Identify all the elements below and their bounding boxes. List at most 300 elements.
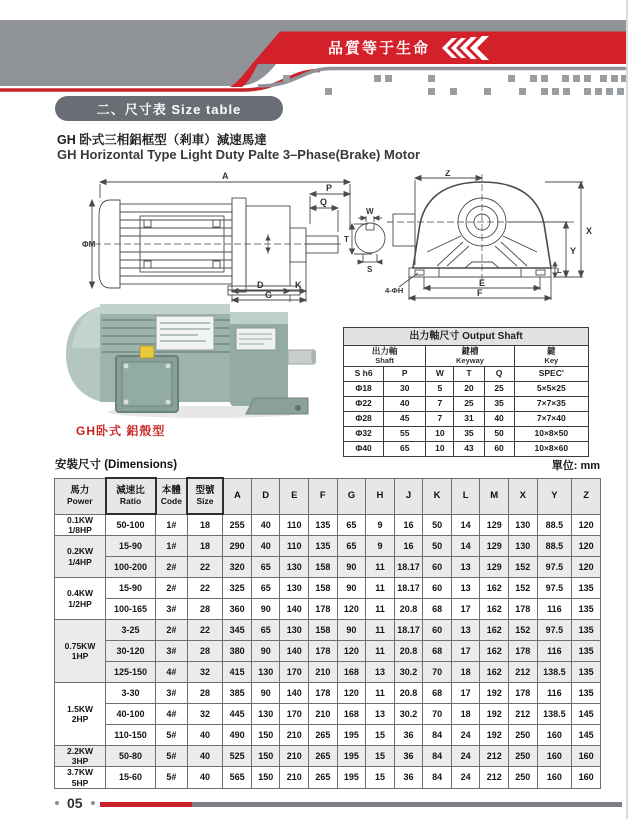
dim-cell: 195 <box>337 767 366 788</box>
shaft-cell: 5×5×25 <box>514 382 588 397</box>
key-group: 鍵 Key <box>514 346 588 367</box>
dim-cell: 250 <box>508 725 537 746</box>
dim-cell: 22 <box>187 578 223 599</box>
dim-label-l: L <box>557 266 562 275</box>
dim-cell: 162 <box>480 662 509 683</box>
banner-gray-line <box>258 69 628 87</box>
header-dim-d: D <box>251 478 280 514</box>
dim-cell: 50-80 <box>106 746 156 767</box>
shaft-cell: 40 <box>484 412 514 427</box>
shaft-cell: 7×7×40 <box>514 412 588 427</box>
dim-cell: 178 <box>508 641 537 662</box>
dim-cell: 40 <box>187 746 223 767</box>
dim-cell: 28 <box>187 683 223 704</box>
power-hp: 2HP <box>71 714 89 724</box>
dim-cell: 88.5 <box>537 514 572 536</box>
dim-cell: 14 <box>451 536 480 557</box>
dim-cell: 178 <box>309 683 338 704</box>
dim-cell: 13 <box>366 662 395 683</box>
dim-cell: 22 <box>187 620 223 641</box>
shaft-cell: 20 <box>454 382 484 397</box>
dim-cell: 152 <box>508 578 537 599</box>
col-s-h6: S h6 <box>344 367 384 382</box>
output-shaft-table <box>343 327 589 457</box>
dim-cell: 28 <box>187 641 223 662</box>
dim-cell: 18.17 <box>394 620 423 641</box>
table-row <box>55 704 601 725</box>
dim-cell: 13 <box>451 620 480 641</box>
header-dim-l: L <box>451 478 480 514</box>
header-dim-a: A <box>223 478 252 514</box>
dimensions-table <box>54 477 601 789</box>
power-hp: 1/2HP <box>68 598 92 609</box>
power-kw: 2.2KW <box>67 746 93 756</box>
shaft-cell: Φ22 <box>344 397 384 412</box>
dim-cell: 490 <box>223 725 252 746</box>
dim-cell: 145 <box>572 704 601 725</box>
dim-cell: 30.2 <box>394 662 423 683</box>
photo-caption: GH卧式 鋁殼型 <box>76 424 166 438</box>
header-dim-z: Z <box>572 478 601 514</box>
shaft-cell: Φ32 <box>344 427 384 442</box>
banner-red-ribbon <box>252 32 628 65</box>
shaft-cell: 65 <box>384 442 426 457</box>
dim-label-z: Z <box>445 170 451 178</box>
dim-cell: 120 <box>337 641 366 662</box>
dim-cell: 120 <box>572 536 601 557</box>
dim-cell: 3-30 <box>106 683 156 704</box>
power-hp: 3HP <box>71 756 89 767</box>
dim-cell: 325 <box>223 578 252 599</box>
dim-label-phiM: ΦM <box>82 240 96 249</box>
col-p: P <box>384 367 426 382</box>
dim-cell: 212 <box>508 662 537 683</box>
dim-cell: 18 <box>451 662 480 683</box>
dim-label-a: A <box>222 171 229 181</box>
shaft-cell: 25 <box>484 382 514 397</box>
dim-cell: 88.5 <box>537 536 572 557</box>
power-kw: 1.5KW <box>67 703 93 714</box>
shaft-cell: 60 <box>484 442 514 457</box>
dim-cell: 3# <box>156 683 188 704</box>
dim-cell: 84 <box>423 767 452 788</box>
dim-cell: 130 <box>251 662 280 683</box>
shaft-cell: 30 <box>384 382 426 397</box>
page-number-block <box>55 795 95 811</box>
table-row <box>55 536 601 557</box>
motor-photo <box>58 298 316 420</box>
dim-cell: 2# <box>156 620 188 641</box>
dim-cell: 17 <box>451 683 480 704</box>
dim-cell: 68 <box>423 683 452 704</box>
dim-cell: 90 <box>251 683 280 704</box>
shaft-cell: 50 <box>484 427 514 442</box>
power-cell <box>55 683 106 746</box>
shaft-cell: 40 <box>384 397 426 412</box>
dim-cell: 445 <box>223 704 252 725</box>
dim-cell: 265 <box>309 746 338 767</box>
dim-cell: 3# <box>156 641 188 662</box>
dim-cell: 135 <box>572 599 601 620</box>
dim-cell: 97.5 <box>537 620 572 641</box>
dim-cell: 5# <box>156 767 188 788</box>
dim-cell: 24 <box>451 767 480 788</box>
dim-cell: 385 <box>223 683 252 704</box>
dim-cell: 158 <box>309 620 338 641</box>
power-kw: 0.2KW <box>67 546 93 557</box>
dim-cell: 150 <box>251 767 280 788</box>
dim-cell: 90 <box>337 557 366 578</box>
dim-cell: 90 <box>251 641 280 662</box>
shaft-table-title: 出力軸尺寸 Output Shaft <box>344 328 589 346</box>
dim-cell: 22 <box>187 557 223 578</box>
power-hp: 5HP <box>71 777 89 788</box>
shaft-row <box>344 427 589 442</box>
power-cell <box>55 620 106 683</box>
shaft-row <box>344 442 589 457</box>
table-row <box>55 620 601 641</box>
dim-cell: 170 <box>280 662 309 683</box>
dim-cell: 116 <box>537 641 572 662</box>
dim-cell: 250 <box>508 767 537 788</box>
dim-cell: 9 <box>366 536 395 557</box>
dim-cell: 130 <box>508 514 537 536</box>
dim-cell: 5# <box>156 725 188 746</box>
footer-red-bar <box>100 802 192 807</box>
shaft-cell: 5 <box>426 382 454 397</box>
dim-cell: 15 <box>366 725 395 746</box>
dim-cell: 100-200 <box>106 557 156 578</box>
front-view-drawing <box>385 170 600 304</box>
dim-cell: 60 <box>423 620 452 641</box>
footer-dot-left <box>55 801 59 805</box>
dim-cell: 265 <box>309 725 338 746</box>
dim-cell: 525 <box>223 746 252 767</box>
dim-cell: 210 <box>280 725 309 746</box>
page-number: 05 <box>67 795 83 811</box>
table-row <box>55 767 601 788</box>
dim-cell: 11 <box>366 641 395 662</box>
table-row <box>55 683 601 704</box>
dim-cell: 90 <box>337 578 366 599</box>
dim-cell: 129 <box>480 514 509 536</box>
dim-cell: 212 <box>508 704 537 725</box>
dim-label-g: G <box>265 290 273 300</box>
dim-cell: 15 <box>366 767 395 788</box>
power-kw: 0.4KW <box>67 588 93 599</box>
shaft-cell: 10 <box>426 442 454 457</box>
header-dim-m: M <box>480 478 509 514</box>
dim-cell: 97.5 <box>537 557 572 578</box>
col-q: Q <box>484 367 514 382</box>
shaft-cell: Φ18 <box>344 382 384 397</box>
dim-cell: 15 <box>366 746 395 767</box>
dim-label-k: K <box>295 280 302 290</box>
dim-cell: 24 <box>451 746 480 767</box>
power-cell <box>55 536 106 578</box>
dim-cell: 250 <box>508 746 537 767</box>
shaft-cell: 55 <box>384 427 426 442</box>
dim-cell: 18.17 <box>394 557 423 578</box>
dim-cell: 18 <box>187 514 223 536</box>
table-row <box>55 746 601 767</box>
dim-cell: 65 <box>337 536 366 557</box>
table-row <box>55 514 601 536</box>
dim-cell: 135 <box>572 683 601 704</box>
col-t: T <box>454 367 484 382</box>
dim-cell: 130 <box>280 620 309 641</box>
dim-cell: 84 <box>423 725 452 746</box>
section-title: 二、尺寸表 Size table <box>96 102 242 117</box>
dim-cell: 50 <box>423 536 452 557</box>
dim-label-f: F <box>477 288 483 298</box>
dim-cell: 24 <box>451 725 480 746</box>
dim-cell: 11 <box>366 620 395 641</box>
dim-cell: 3# <box>156 599 188 620</box>
dim-cell: 150 <box>251 746 280 767</box>
page-title-en: GH Horizontal Type Light Duty Palte 3–Phase(Brake) Motor <box>57 147 421 162</box>
dim-cell: 68 <box>423 641 452 662</box>
header-dim-g: G <box>337 478 366 514</box>
dim-cell: 11 <box>366 578 395 599</box>
mosaic-squares <box>283 75 628 95</box>
dim-cell: 135 <box>572 641 601 662</box>
dim-cell: 135 <box>572 620 601 641</box>
dim-cell: 65 <box>251 620 280 641</box>
header-code: 本體 Code <box>156 478 188 514</box>
dim-cell: 32 <box>187 662 223 683</box>
dim-cell: 152 <box>508 620 537 641</box>
header-dim-k: K <box>423 478 452 514</box>
dim-cell: 16 <box>394 536 423 557</box>
dim-cell: 210 <box>280 767 309 788</box>
header-dim-f: F <box>309 478 338 514</box>
shaft-cell: 7 <box>426 412 454 427</box>
dim-cell: 192 <box>480 683 509 704</box>
header-power: 馬力 Power <box>55 478 106 514</box>
footer-gray-bar <box>192 802 622 807</box>
power-hp: 1/4HP <box>68 556 92 567</box>
dim-cell: 160 <box>537 767 572 788</box>
shaft-row <box>344 382 589 397</box>
shaft-cell: 35 <box>484 397 514 412</box>
power-kw: 0.75KW <box>64 640 96 651</box>
header-size: 型號 Size <box>187 478 223 514</box>
dim-cell: 178 <box>508 599 537 620</box>
dim-cell: 18.17 <box>394 578 423 599</box>
dim-cell: 130 <box>251 704 280 725</box>
dim-cell: 13 <box>366 704 395 725</box>
power-cell <box>55 767 106 788</box>
dim-label-p: P <box>326 183 333 193</box>
table-row <box>55 725 601 746</box>
dim-cell: 84 <box>423 746 452 767</box>
dim-cell: 162 <box>480 641 509 662</box>
dim-cell: 140 <box>280 641 309 662</box>
dim-cell: 70 <box>423 704 452 725</box>
dim-cell: 210 <box>309 662 338 683</box>
shaft-row <box>344 397 589 412</box>
dim-cell: 11 <box>366 599 395 620</box>
shaft-cell: 45 <box>384 412 426 427</box>
dim-cell: 20.8 <box>394 599 423 620</box>
shaft-cell: 7 <box>426 397 454 412</box>
dim-cell: 160 <box>572 767 601 788</box>
dim-cell: 13 <box>451 578 480 599</box>
dim-label-d: D <box>257 280 264 290</box>
dim-cell: 129 <box>480 557 509 578</box>
shaft-cell: 35 <box>454 427 484 442</box>
shaft-cell: Φ28 <box>344 412 384 427</box>
dim-cell: 135 <box>309 514 338 536</box>
section-title-pill <box>55 96 283 121</box>
dim-cell: 120 <box>337 683 366 704</box>
dim-cell: 116 <box>537 683 572 704</box>
shaft-cell: 43 <box>454 442 484 457</box>
dim-cell: 40 <box>251 536 280 557</box>
dim-cell: 15-90 <box>106 536 156 557</box>
dim-cell: 11 <box>366 557 395 578</box>
dim-cell: 65 <box>251 557 280 578</box>
power-cell <box>55 514 106 536</box>
dim-cell: 2# <box>156 557 188 578</box>
dim-cell: 70 <box>423 662 452 683</box>
header-dim-x: X <box>508 478 537 514</box>
dim-cell: 40 <box>251 514 280 536</box>
shaft-group: 出力軸 Shaft <box>344 346 426 367</box>
dim-cell: 129 <box>480 536 509 557</box>
power-kw: 0.1KW <box>67 514 93 525</box>
dim-cell: 290 <box>223 536 252 557</box>
banner-slogan: 品質等于生命 <box>328 40 431 57</box>
dim-cell: 170 <box>280 704 309 725</box>
shaft-cell: 25 <box>454 397 484 412</box>
dim-cell: 40 <box>187 725 223 746</box>
dim-label-t: T <box>344 235 349 244</box>
dim-cell: 1# <box>156 536 188 557</box>
table-row <box>55 662 601 683</box>
dim-cell: 168 <box>337 662 366 683</box>
dim-cell: 195 <box>337 725 366 746</box>
dim-cell: 60 <box>423 578 452 599</box>
dim-cell: 168 <box>337 704 366 725</box>
dim-cell: 14 <box>451 514 480 536</box>
dim-label-x: X <box>586 226 593 236</box>
dim-cell: 50-100 <box>106 514 156 536</box>
unit-label: 單位: mm <box>551 460 600 472</box>
dim-cell: 160 <box>537 725 572 746</box>
shaft-cell: 10 <box>426 427 454 442</box>
dim-cell: 415 <box>223 662 252 683</box>
dim-label-s: S <box>367 265 373 274</box>
dim-cell: 9 <box>366 514 395 536</box>
header-dim-h: H <box>366 478 395 514</box>
dim-cell: 90 <box>337 620 366 641</box>
power-cell <box>55 578 106 620</box>
dim-cell: 15-90 <box>106 578 156 599</box>
dim-cell: 17 <box>451 641 480 662</box>
dim-cell: 32 <box>187 704 223 725</box>
table-row <box>55 578 601 599</box>
dim-cell: 36 <box>394 725 423 746</box>
dim-cell: 178 <box>309 599 338 620</box>
dim-cell: 3-25 <box>106 620 156 641</box>
shaft-cell: Φ40 <box>344 442 384 457</box>
dim-label-q: Q <box>320 197 328 207</box>
dim-label-w: W <box>366 207 374 216</box>
dim-cell: 4# <box>156 662 188 683</box>
dim-cell: 160 <box>572 746 601 767</box>
dim-cell: 18 <box>451 704 480 725</box>
dim-cell: 18 <box>187 536 223 557</box>
dimensions-caption: 安裝尺寸 (Dimensions) <box>55 459 178 471</box>
side-view-drawing <box>82 170 394 304</box>
dim-cell: 16 <box>394 514 423 536</box>
header-dim-y: Y <box>537 478 572 514</box>
dim-cell: 360 <box>223 599 252 620</box>
dim-cell: 178 <box>508 683 537 704</box>
dim-cell: 36 <box>394 746 423 767</box>
dim-cell: 2# <box>156 578 188 599</box>
header-dim-j: J <box>394 478 423 514</box>
dim-cell: 1# <box>156 514 188 536</box>
col-w: W <box>426 367 454 382</box>
dim-cell: 4# <box>156 704 188 725</box>
dim-cell: 255 <box>223 514 252 536</box>
dim-cell: 178 <box>309 641 338 662</box>
power-hp: 1/8HP <box>68 524 92 535</box>
dim-cell: 120 <box>572 514 601 536</box>
dim-cell: 210 <box>309 704 338 725</box>
dim-cell: 140 <box>280 683 309 704</box>
dim-cell: 120 <box>572 557 601 578</box>
dim-cell: 110-150 <box>106 725 156 746</box>
shaft-cell: 10×8×50 <box>514 427 588 442</box>
dim-cell: 28 <box>187 599 223 620</box>
power-hp: 1HP <box>71 651 89 661</box>
dim-cell: 13 <box>451 557 480 578</box>
dim-label-y: Y <box>570 246 577 256</box>
dim-cell: 5# <box>156 746 188 767</box>
dim-cell: 65 <box>337 514 366 536</box>
dim-cell: 17 <box>451 599 480 620</box>
dim-cell: 120 <box>337 599 366 620</box>
dim-cell: 265 <box>309 767 338 788</box>
dim-cell: 130 <box>280 557 309 578</box>
shaft-row <box>344 412 589 427</box>
dim-cell: 20.8 <box>394 641 423 662</box>
dim-cell: 192 <box>480 725 509 746</box>
footer-dot-right <box>91 801 95 805</box>
dim-cell: 212 <box>480 746 509 767</box>
dim-cell: 162 <box>480 578 509 599</box>
dim-cell: 162 <box>480 620 509 641</box>
header-dim-e: E <box>280 478 309 514</box>
dim-cell: 138.5 <box>537 704 572 725</box>
dim-cell: 15-60 <box>106 767 156 788</box>
page-title-zh: GH 卧式三相鋁框型（剎車）減速馬達 <box>57 133 267 147</box>
dim-cell: 160 <box>537 746 572 767</box>
dim-cell: 65 <box>251 578 280 599</box>
keyway-group: 鍵槽 Keyway <box>426 346 514 367</box>
dim-cell: 11 <box>366 683 395 704</box>
dim-label-4phiH: 4-ΦH <box>385 286 404 295</box>
dim-cell: 97.5 <box>537 578 572 599</box>
header-ratio: 減速比 Ratio <box>106 478 156 514</box>
dim-cell: 565 <box>223 767 252 788</box>
shaft-cell: 7×7×35 <box>514 397 588 412</box>
dim-cell: 60 <box>423 557 452 578</box>
